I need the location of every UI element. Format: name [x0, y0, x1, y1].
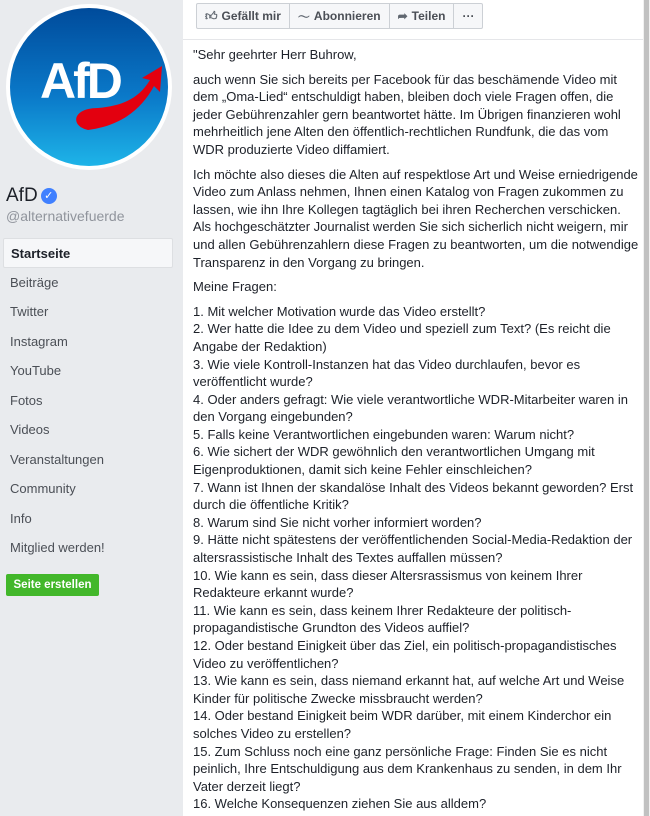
question-item: 11. Wie kann es sein, dass keinem Ihrer Redakteure der politisch-propagandistische Grundton des Videos auffiel? [193, 602, 572, 636]
nav-item-videos[interactable]: Videos [10, 422, 50, 437]
question-item: 3. Wie viele Kontroll-Instanzen hat das Video durchlaufen, bevor es veröffentlicht wurde? [193, 356, 581, 390]
question-item: 7. Wann ist Ihnen der skandalöse Inhalt des Videos bekannt geworden? Erst durch die öffentliche Kritik? [193, 479, 634, 513]
nav-item-fotos[interactable]: Fotos [10, 392, 43, 408]
follow-label: Abonnieren [313, 9, 381, 23]
like-button[interactable] [197, 4, 290, 28]
page-name[interactable] [6, 185, 57, 207]
share-button[interactable] [390, 4, 455, 28]
question-item: 6. Wie sichert der WDR gewöhnlich den verantwortlichen Umgang mit Eigenproduktionen, damit sich keine Fehler einschleichen? [193, 444, 595, 478]
nav-item-startseite[interactable]: Startseite [3, 238, 173, 268]
question-item: 8. Warum sind Sie nicht vorher informiert worden? [193, 514, 482, 530]
profile-picture[interactable] [6, 4, 172, 170]
follow-button[interactable] [290, 4, 390, 28]
logo-arrow-icon [10, 8, 168, 166]
question-item: 14. Oder bestand Einigkeit beim WDR darüber, mit einem Kinderchor ein solches Video zu erstellen? [193, 708, 612, 741]
question-item: 1. Mit welcher Motivation wurde das Video erstellt? [193, 303, 486, 319]
post-paragraph: auch wenn Sie sich bereits per Facebook für das beschämende Video mit dem „Oma-Lied“ entschuldigt haben, bleiben doch viele Fragen offen, die jeder Gebührenzahler gern beantwortet hätte. Im Übrigen finanzieren wohl mehrheitlich jene Alten den öffentlich-rechtlichen Rundfunk, die das vom WDR produzierte Video diffamiert. [193, 71, 621, 157]
more-icon: ··· [462, 9, 475, 23]
nav-item-instagram[interactable]: Instagram [10, 333, 68, 349]
question-item: 12. Oder bestand Einigkeit über das Ziel, ein politisch-propagandistisches Video zu veröffentlichen? [193, 638, 617, 671]
create-page-button[interactable]: Seite erstellen [6, 574, 99, 596]
post-greeting: "Sehr geehrter Herr Buhrow, [193, 47, 357, 62]
question-item: 5. Falls keine Verantwortlichen eingebunden waren: Warum nicht? [193, 426, 575, 442]
nav-item-youtube[interactable]: YouTube [10, 363, 62, 378]
like-label: Gefällt mir [221, 9, 281, 23]
action-bar [183, 0, 643, 40]
more-button[interactable] [454, 4, 482, 28]
thumbs-up-icon: 👍︎ [205, 8, 218, 23]
logo-text: AfD [40, 53, 120, 109]
question-item: 2. Wer hatte die Idee zu dem Video und speziell zum Text? (Es reicht die Angabe der Redaktion) [193, 321, 611, 354]
question-item: 9. Hätte nicht spätestens der veröffentlichenden Social-Media-Redaktion der altersrassistische Inhalt des Textes auffallen müssen? [193, 532, 633, 566]
nav-item-veranstaltungen[interactable]: Veranstaltungen [10, 451, 104, 467]
questions-heading: Meine Fragen: [193, 279, 277, 295]
afd-logo [10, 8, 168, 166]
scrollbar-thumb[interactable] [644, 0, 649, 816]
main-content [183, 0, 643, 816]
page-nav [3, 238, 173, 563]
nav-item-info[interactable]: Info [10, 510, 32, 526]
share-label: Teilen [411, 9, 446, 23]
page-name-text: AfD [6, 185, 38, 206]
questions-list [193, 303, 640, 813]
post-body [193, 46, 640, 813]
question-item: 16. Welche Konsequenzen ziehen Sie aus alldem? [193, 796, 487, 812]
nav-item-twitter[interactable]: Twitter [10, 304, 49, 319]
page-handle[interactable]: @alternativefuerde [6, 208, 125, 224]
scrollbar[interactable] [643, 0, 650, 816]
nav-item-mitglied-werden[interactable]: Mitglied werden! [10, 540, 105, 555]
nav-item-beitraege[interactable]: Beiträge [10, 274, 59, 290]
question-item: 10. Wie kann es sein, dass dieser Altersrassismus von keinem Ihrer Redakteure erkannt wurde? [193, 567, 583, 601]
sidebar [0, 0, 183, 816]
question-item: 13. Wie kann es sein, dass niemand erkannt hat, auf welche Art und Weise Kinder für politische Zwecke missbraucht werden? [193, 673, 625, 706]
question-item: 4. Oder anders gefragt: Wie viele verantwortliche WDR-Mitarbeiter waren in den Vorgang eingebunden? [193, 391, 628, 425]
share-arrow-icon: ➦ [397, 9, 408, 23]
question-item: 15. Zum Schluss noch eine ganz persönliche Frage: Finden Sie es nicht peinlich, Ihre Entschuldigung aus dem Krankenhaus zu senden, in dem Ihr Vater derzeit liegt? [193, 743, 622, 794]
verified-badge-icon: ✓ [41, 188, 57, 204]
rss-icon: 〜 [297, 9, 310, 24]
post-paragraph: Ich möchte also dieses die Alten auf respektlose Art und Weise erniedrigende Video zum Anlass nehmen, Ihnen einen Katalog von Fragen zukommen zu lassen, wie ihn Ihre Kollegen tagtäglich bei ihren Recherchen verschicken. Als hochgeschätzter Journalist werden Sie sich sicherlich nicht weigern, mir und allen Gebührenzahlern diese Fragen zu beantworten, um die notwendige Transparenz in den Vorgang zu bringen. [193, 166, 639, 270]
nav-item-community[interactable]: Community [10, 481, 76, 496]
